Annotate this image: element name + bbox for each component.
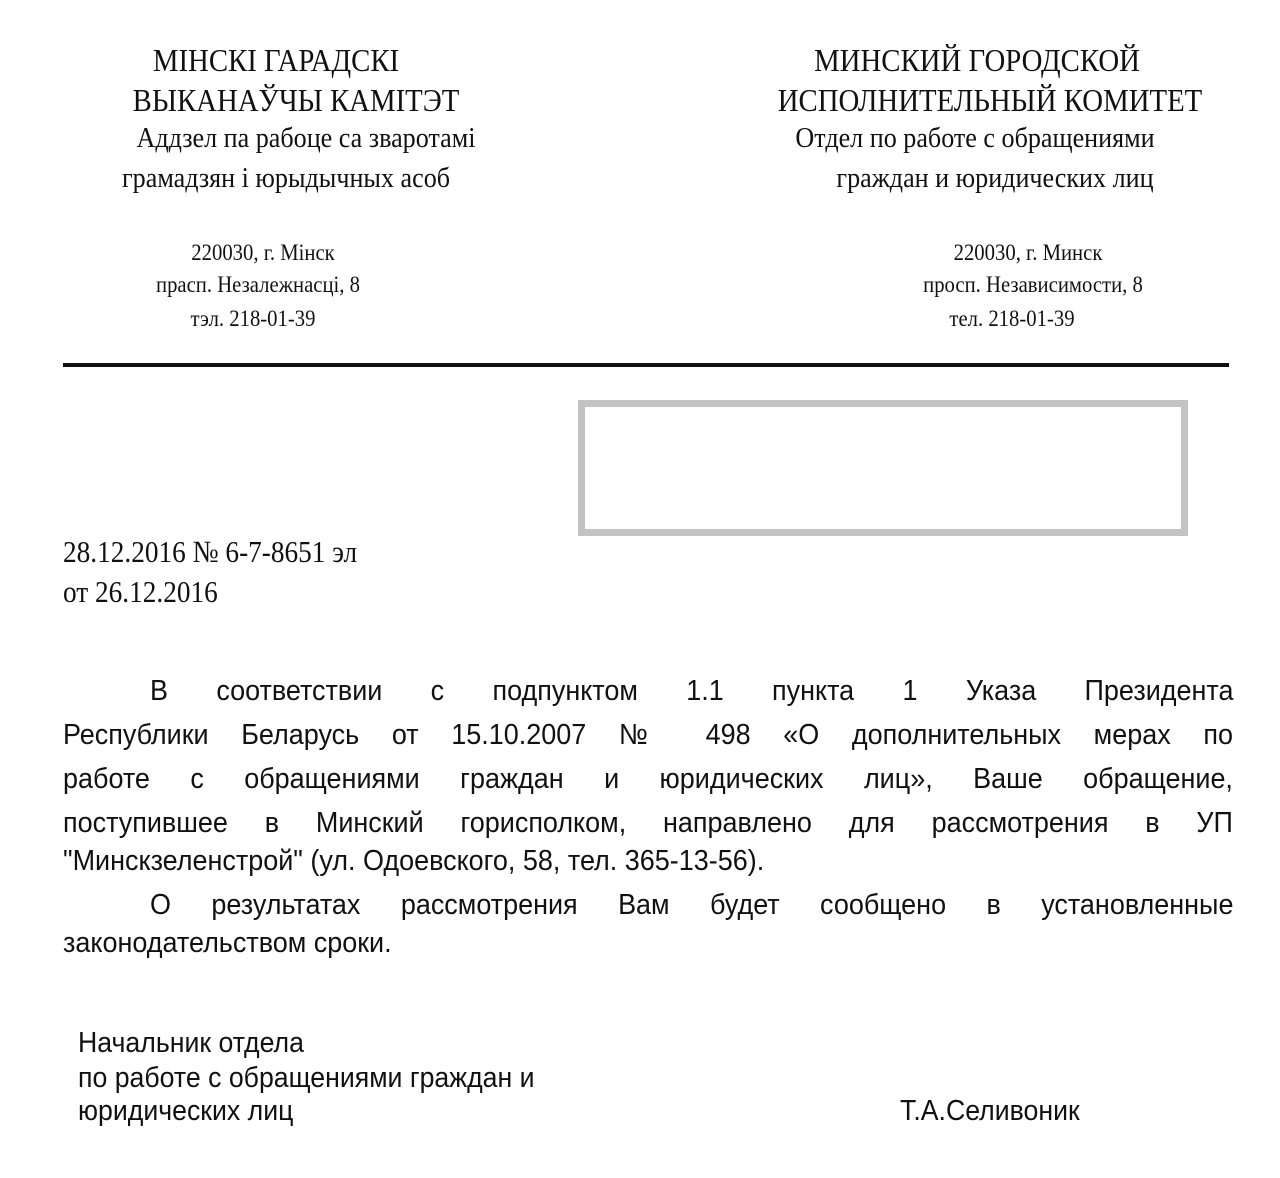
header-ru-title-2: ИСПОЛНИТЕЛЬНЫЙ КОМИТЕТ xyxy=(777,82,1203,118)
body-paragraph-2-line-2: законодательством сроки. xyxy=(63,927,392,959)
header-by-dept-1: Аддзел па рабоце са зваротамі xyxy=(136,122,476,154)
header-ru-dept-1: Отдел по работе с обращениями xyxy=(795,122,1155,154)
signature-position-3: юридических лиц xyxy=(78,1095,294,1127)
addressee-box xyxy=(578,400,1188,536)
header-by-phone: тэл. 218-01-39 xyxy=(190,306,316,331)
reference-number: 28.12.2016 № 6-7-8651 эл xyxy=(63,534,358,569)
header-by-dept-2: грамадзян і юрыдычных асоб xyxy=(121,162,451,194)
header-divider xyxy=(63,363,1229,367)
header-ru-phone: тел. 218-01-39 xyxy=(949,306,1075,331)
header-ru-title-1: МИНСКИЙ ГОРОДСКОЙ xyxy=(814,42,1140,78)
reference-date: от 26.12.2016 xyxy=(63,574,218,609)
header-ru-address-2: просп. Независимости, 8 xyxy=(923,272,1143,297)
header-by-address-2: прасп. Незалежнасці, 8 xyxy=(156,272,360,297)
signature-name: Т.А.Селивоник xyxy=(900,1095,1080,1127)
body-paragraph-1-line-3: работе с обращениями граждан и юридических лиц», Ваше обращение, xyxy=(63,763,1233,795)
header-ru-address-1: 220030, г. Минск xyxy=(953,240,1103,265)
signature-position-2: по работе с обращениями граждан и xyxy=(78,1062,535,1094)
body-paragraph-1-line-4: поступившее в Минский горисполком, направлено для рассмотрения в УП xyxy=(63,807,1233,839)
body-paragraph-1-line-1: В соответствии с подпунктом 1.1 пункта 1 Указа Президента xyxy=(150,675,1234,707)
header-ru-dept-2: граждан и юридических лиц xyxy=(836,162,1154,194)
header-by-title-1: МІНСКІ ГАРАДСКІ xyxy=(152,42,400,78)
body-paragraph-1-line-2: Республики Беларусь от 15.10.2007 № 498 «О дополнительных мерах по xyxy=(63,719,1233,751)
header-by-title-2: ВЫКАНАЎЧЫ КАМІТЭТ xyxy=(132,82,460,118)
signature-position-1: Начальник отдела xyxy=(78,1027,304,1059)
body-paragraph-1-line-5: "Минскзеленстрой" (ул. Одоевского, 58, тел. 365-13-56). xyxy=(63,845,765,877)
header-by-address-1: 220030, г. Мінск xyxy=(191,240,335,265)
body-paragraph-2-line-1: О результатах рассмотрения Вам будет сообщено в установленные xyxy=(150,889,1234,921)
